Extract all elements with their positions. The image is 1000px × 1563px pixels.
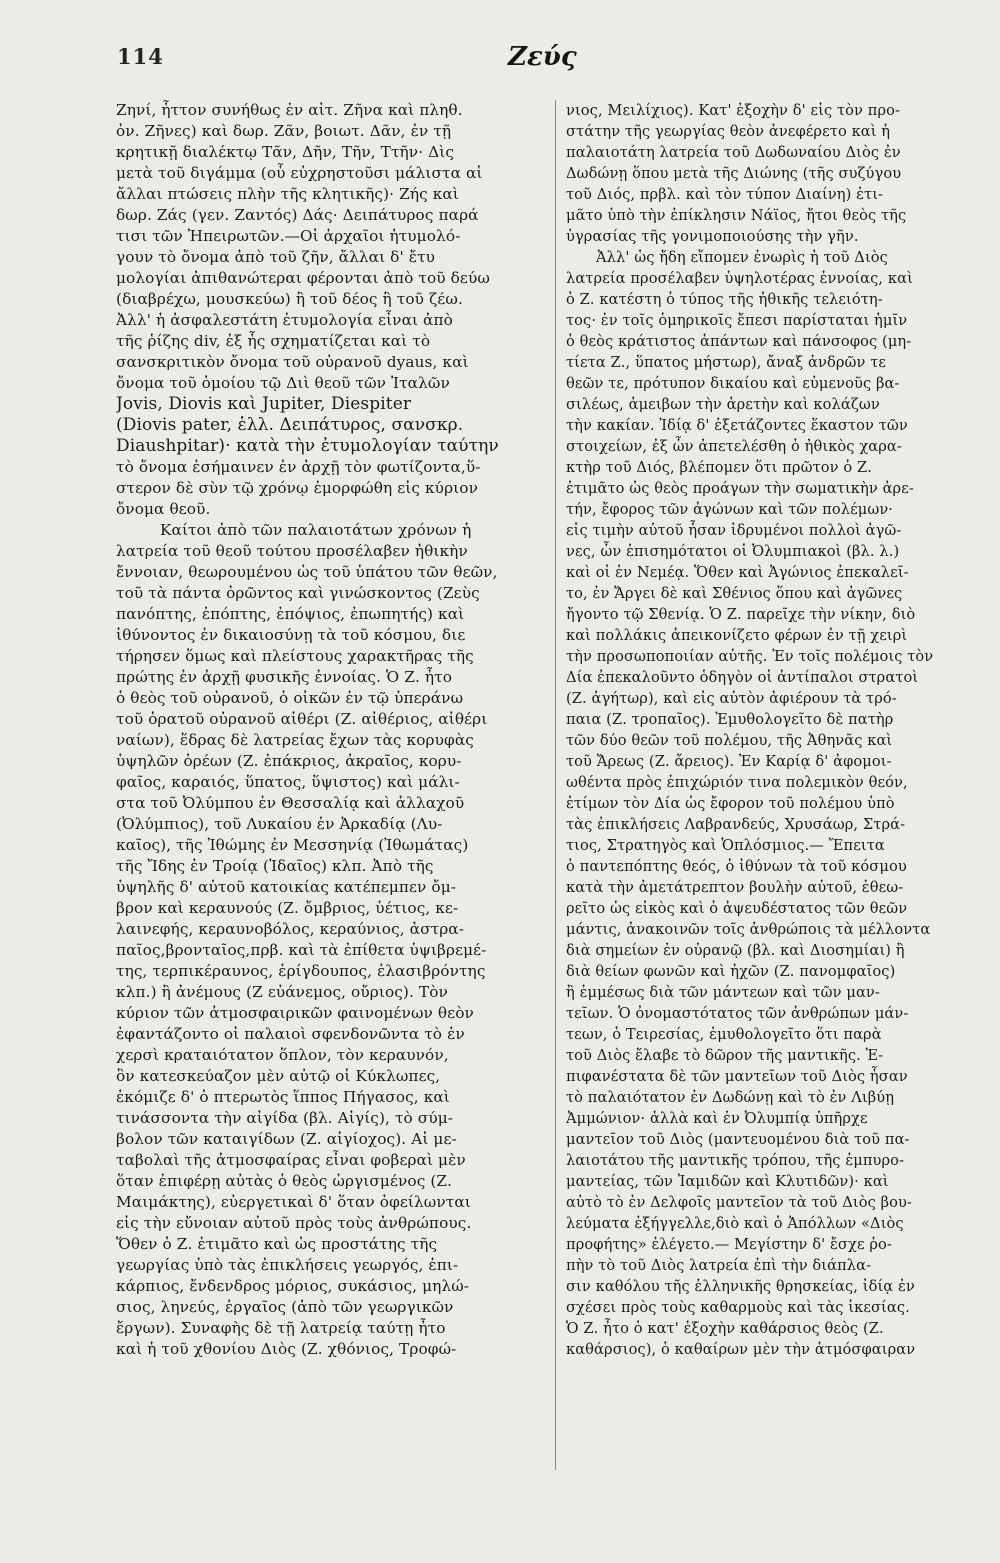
text-line: αὐτὸ τὸ ἐν Δελφοῖς μαντεῖον τὰ τοῦ Διὸς βου- xyxy=(566,1194,913,1211)
text-line: Καίτοι ἀπὸ τῶν παλαιοτάτων χρόνων ἡ xyxy=(160,521,472,539)
text-line: ρεῖτο ὡς εἰκὸς καὶ ὁ ἀψευδέστατος τῶν θεῶν xyxy=(566,900,908,917)
text-line: ταβολαὶ τῆς ἀτμοσφαίρας εἶναι φοβεραὶ μὲν xyxy=(116,1151,466,1169)
text-line: Jovis, Diovis καὶ Jupiter, Diespiter xyxy=(116,394,412,414)
text-line: κρητικῇ διαλέκτῳ Τᾶν, Δῆν, Τῆν, Ττῆν· Δὶς xyxy=(116,143,455,161)
text-line: καθάρσιος), ὁ καθαίρων μὲν τὴν ἀτμόσφαιραν xyxy=(566,1341,916,1358)
text-line: τὴν κακίαν. Ἰδίᾳ δ' ἐξετάζοντες ἕκαστον τῶν xyxy=(566,417,908,434)
text-line: ὄνομα τοῦ ὁμοίου τῷ Διὶ θεοῦ τῶν Ἰταλῶν xyxy=(116,374,450,392)
text-line: ὁ θεὸς τοῦ οὐρανοῦ, ὁ οἰκῶν ἐν τῷ ὑπεράνω xyxy=(116,689,464,707)
text-line: λατρεία προσέλαβεν ὑψηλοτέρας ἐννοίας, καὶ xyxy=(566,270,913,287)
text-line: λατρεία τοῦ θεοῦ τούτου προσέλαβεν ἠθικὴν xyxy=(116,542,468,560)
text-line: τῶν δύο θεῶν τοῦ πολέμου, τῆς Ἀθηνᾶς καὶ xyxy=(566,732,893,749)
text-line: ἐτίμων τὸν Δία ὡς ἔφορον τοῦ πολέμου ὑπὸ xyxy=(566,795,895,812)
text-line: στοιχείων, ἐξ ὧν ἀπετελέσθη ὁ ἠθικὸς χαρα- xyxy=(566,438,902,455)
text-line: πιφανέστατα δὲ τῶν μαντεῖων τοῦ Διὸς ἦσαν xyxy=(566,1068,908,1085)
text-line: ὃν κατεσκεύαζον μὲν αὐτῷ οἱ Κύκλωπες, xyxy=(116,1067,441,1085)
text-line: τίετα Ζ., ὕπατος μήστωρ), ἄναξ ἀνδρῶν τε xyxy=(566,354,887,371)
text-line: ὑγρασίας τῆς γονιμοποιούσης τὴν γῆν. xyxy=(566,228,859,245)
text-line: πὴν τὸ τοῦ Διὸς λατρεία ἐπὶ τὴν διάπλα- xyxy=(566,1257,872,1274)
text-line: μολογίαι ἀπιθανώτεραι φέρονται ἀπὸ τοῦ δεύω xyxy=(116,269,490,287)
text-line: τεων, ὁ Τειρεσίας, ἐμυθολογεῖτο ὅτι παρὰ xyxy=(566,1026,882,1043)
text-line: τοῦ Διός, πρβλ. καὶ τὸν τύπον Διαίνη) ἐτι- xyxy=(566,186,884,203)
text-line: Ὁ Ζ. ἦτο ὁ κατ' ἐξοχὴν καθάρσιος θεὸς (Ζ. xyxy=(566,1320,884,1337)
text-line: ὁ θεὸς κράτιστος ἁπάντων καὶ πάνσοφος (μη- xyxy=(566,333,912,350)
text-line: προφήτης» ἐλέγετο.— Μεγίστην δ' ἔσχε ῥο- xyxy=(566,1236,892,1253)
text-line: το, ἐν Ἄργει δὲ καὶ Σθένιος ὅπου καὶ ἀγῶνες xyxy=(566,585,903,602)
text-line: σχέσει πρὸς τοὺς καθαρμοὺς καὶ τὰς ἱκεσίας. xyxy=(566,1299,910,1316)
text-line: ἐτιμᾶτο ὡς θεὸς προάγων τὴν σωματικὴν ἀρε- xyxy=(566,480,914,497)
text-line: νες, ὧν ἐπισημότατοι οἱ Ὀλυμπιακοὶ (βλ. λ.) xyxy=(566,543,900,560)
text-line: τινάσσοντα τὴν αἰγίδα (βλ. Αἰγίς), τὸ σύμ- xyxy=(116,1109,454,1127)
text-line: νιος, Μειλίχιος). Κατ' ἐξοχὴν δ' εἰς τὸν προ- xyxy=(566,102,901,119)
text-line: ὑψηλῆς δ' αὐτοῦ κατοικίας κατέπεμπεν ὄμ- xyxy=(116,878,457,896)
text-line: ἤγοντο τῷ Σθενίᾳ. Ὁ Ζ. παρεῖχε τὴν νίκην, διὸ xyxy=(566,606,916,623)
text-line: Ἀμμώνιον· ἀλλὰ καὶ ἐν Ὀλυμπίᾳ ὑπῆρχε xyxy=(566,1110,868,1127)
text-line: θεῶν τε, πρότυπον δικαίου καὶ εὐμενοῦς βα- xyxy=(566,375,900,392)
text-line: τὴν προσωποποιίαν αὐτῆς. Ἐν τοῖς πολέμοις τὸν xyxy=(566,648,934,665)
text-line: βολον τῶν καταιγίδων (Ζ. αἰγίοχος). Αἱ με- xyxy=(116,1130,457,1148)
running-head: Ζεύς xyxy=(508,42,577,72)
text-line: ὑψηλῶν ὀρέων (Ζ. ἐπάκριος, ἀκραῖος, κορυ- xyxy=(116,752,462,770)
text-line: παλαιοτάτη λατρεία τοῦ Δωδωναίου Διὸς ἐν xyxy=(566,144,901,161)
text-line: μαντείας, τῶν Ἰαμιδῶν καὶ Κλυτιδῶν)· καὶ xyxy=(566,1173,889,1190)
text-line: ἐκόμιζε δ' ὁ πτερωτὸς ἵππος Πήγασος, καὶ xyxy=(116,1088,450,1106)
text-line: πρώτης ἐν ἀρχῇ φυσικῆς ἐννοίας. Ὁ Ζ. ἦτο xyxy=(116,668,453,686)
text-line: ἔννοιαν, θεωρουμένου ὡς τοῦ ὑπάτου τῶν θεῶν, xyxy=(116,563,498,581)
text-line: τῆς ῥίζης div, ἐξ ἧς σχηματίζεται καὶ τὸ xyxy=(116,332,431,350)
text-line: Ἀλλ' ὡς ἤδη εἴπομεν ἐνωρὶς ἡ τοῦ Διὸς xyxy=(596,249,888,266)
text-line: σανσκριτικὸν ὄνομα τοῦ οὐρανοῦ dyaus, καὶ xyxy=(116,353,469,371)
text-line: τήρησεν ὅμως καὶ πλείστους χαρακτῆρας τῆς xyxy=(116,647,474,665)
left-column xyxy=(116,100,546,1360)
text-line: ὄνομα θεοῦ. xyxy=(116,500,211,518)
text-line: μαντεῖον τοῦ Διὸς (μαντευομένου διὰ τοῦ πα- xyxy=(566,1131,910,1148)
text-line: της, τερπικέραυνος, ἐρίγδουπος, ἐλασιβρόντης xyxy=(116,962,486,980)
right-column xyxy=(566,100,948,1360)
text-line: ὁ Ζ. κατέστη ὁ τύπος τῆς ἠθικῆς τελειότη- xyxy=(566,291,883,308)
text-line: ναίων), ἕδρας δὲ λατρείας ἔχων τὰς κορυφὰς xyxy=(116,731,474,749)
text-line: κατὰ τὴν ἀμετάτρεπτον βουλὴν αὐτοῦ, ἐθεω- xyxy=(566,879,904,896)
text-line: στα τοῦ Ὀλύμπου ἐν Θεσσαλίᾳ καὶ ἀλλαχοῦ xyxy=(116,794,465,812)
text-line: μᾶτο ὑπὸ τὴν ἐπίκλησιν Νάϊος, ἤτοι θεὸς τῆς xyxy=(566,207,907,224)
text-line: ἔργων). Συναφὴς δὲ τῇ λατρείᾳ ταύτῃ ἦτο xyxy=(116,1319,446,1337)
text-line: τῆς Ἴδης ἐν Τροίᾳ (Ἰδαῖος) κλπ. Ἀπὸ τῆς xyxy=(116,857,434,875)
text-line: σιν καθόλου τῆς ἑλληνικῆς θρησκείας, ἰδίᾳ ἐν xyxy=(566,1278,915,1295)
text-line: μετὰ τοῦ διγάμμα (οὗ εὐχρηστοῦσι μάλιστα αἱ xyxy=(116,164,483,182)
text-line: ἄλλαι πτώσεις πλὴν τῆς κλητικῆς)· Ζής καὶ xyxy=(116,185,459,203)
text-line: τος· ἐν τοῖς ὁμηρικοῖς ἔπεσι παρίσταται ἡμῖν xyxy=(566,312,908,329)
text-line: Μαιμάκτης), εὐεργετικαὶ δ' ὅταν ὀφείλωνται xyxy=(116,1193,471,1211)
text-line: εἰς τὴν εὔνοιαν αὐτοῦ πρὸς τοὺς ἀνθρώπους. xyxy=(116,1214,472,1232)
text-line: παια (Ζ. τροπαῖος). Ἐμυθολογεῖτο δὲ πατὴρ xyxy=(566,711,894,728)
text-line: Ζηνί, ἧττον συνήθως ἐν αἰτ. Ζῆνα καὶ πληθ. xyxy=(116,101,463,119)
text-line: διὰ θείων φωνῶν καὶ ἠχῶν (Ζ. πανομφαῖος) xyxy=(566,963,896,980)
text-line: ὁ παντεπόπτης θεός, ὁ ἰθύνων τὰ τοῦ κόσμου xyxy=(566,858,907,875)
text-line: ἰθύνοντος ἐν δικαιοσύνῃ τὰ τοῦ κόσμου, διε xyxy=(116,626,466,644)
text-line: εἰς τιμὴν αὐτοῦ ἦσαν ἱδρυμένοι πολλοὶ ἀγῶ- xyxy=(566,522,902,539)
text-line: βρον καὶ κεραυνούς (Ζ. ὄμβριος, ὑέτιος, κε- xyxy=(116,899,459,917)
text-line: τοῦ ὁρατοῦ οὐρανοῦ αἰθέρι (Ζ. αἰθέριος, αἰθέρι xyxy=(116,710,488,728)
text-line: ἐφαντάζοντο οἱ παλαιοὶ σφενδονῶντα τὸ ἐν xyxy=(116,1025,465,1043)
text-line: κλπ.) ἢ ἀνέμους (Ζ εὐάνεμος, οὔριος). Τὸν xyxy=(116,983,448,1001)
text-line: Δία ἐπεκαλοῦντο ὁδηγὸν οἱ ἀντίπαλοι στρατοὶ xyxy=(566,669,919,686)
text-line: φαῖος, καραιός, ὕπατος, ὕψιστος) καὶ μάλι- xyxy=(116,773,460,791)
text-line: κάρπιος, ἔνδενδρος μόριος, συκάσιος, μηλώ- xyxy=(116,1277,470,1295)
text-line: κτὴρ τοῦ Διός, βλέπομεν ὅτι πρῶτον ὁ Ζ. xyxy=(566,459,872,476)
text-line: τὸ ὄνομα ἐσήμαινεν ἐν ἀρχῇ τὸν φωτίζοντα,ὕ- xyxy=(116,458,481,476)
text-line: στάτην τῆς γεωργίας θεὸν ἀνεφέρετο καὶ ἡ xyxy=(566,123,891,140)
text-line: τοῦ Ἄρεως (Ζ. ἄρειος). Ἐν Καρίᾳ δ' ἀφομοι- xyxy=(566,753,892,770)
text-line: λαιοτάτου τῆς μαντικῆς τρόπου, τῆς ἐμπυρο- xyxy=(566,1152,905,1169)
text-line: σιος, ληνεύς, ἐργαῖος (ἀπὸ τῶν γεωργικῶν xyxy=(116,1298,454,1316)
text-line: Diaushpitar)· κατὰ τὴν ἐτυμολογίαν ταύτην xyxy=(116,436,499,456)
text-line: διὰ σημείων ἐν οὐρανῷ (βλ. καὶ Διοσημίαι) ἢ xyxy=(566,942,905,959)
text-line: (διαβρέχω, μουσκεύω) ἢ τοῦ δέος ἢ τοῦ ζέω. xyxy=(116,290,463,308)
text-line: τισι τῶν Ἠπειρωτῶν.—Οἱ ἀρχαῖοι ἠτυμολό- xyxy=(116,227,461,245)
text-line: (Ὀλύμπιος), τοῦ Λυκαίου ἐν Ἀρκαδίᾳ (Λυ- xyxy=(116,815,443,833)
text-line: δωρ. Ζάς (γεν. Ζαντός) Δάς· Δειπάτυρος παρά xyxy=(116,206,479,224)
text-line: (Ζ. ἀγήτωρ), καὶ εἰς αὐτὸν ἀφιέρουν τὰ τρό- xyxy=(566,690,897,707)
text-line: τιος, Στρατηγὸς καὶ Ὁπλόσμιος.— Ἔπειτα xyxy=(566,837,885,854)
text-line: παῖος,βρονταῖος,πρβ. καὶ τὰ ἐπίθετα ὑψιβρεμέ- xyxy=(116,941,487,959)
text-line: καὶ πολλάκις ἀπεικονίζετο φέρων ἐν τῇ χειρὶ xyxy=(566,627,908,644)
text-line: λεύματα ἐξήγγελλε,διὸ καὶ ὁ Ἀπόλλων «Διὸς xyxy=(566,1215,904,1232)
text-line: ὅταν ἐπιφέρῃ αὐτὰς ὁ θεὸς ὠργισμένος (Ζ. xyxy=(116,1172,453,1190)
text-line: χερσὶ κραταιότατον ὅπλον, τὸν κεραυνόν, xyxy=(116,1046,449,1064)
text-line: λαινεφής, κεραυνοβόλος, κεραύνιος, ἀστρα- xyxy=(116,920,465,938)
text-line: στερον δὲ σὺν τῷ χρόνῳ ἐμορφώθη εἰς κύριον xyxy=(116,479,478,497)
text-line: σιλέως, ἀμειβων τὴν ἀρετὴν καὶ κολάζων xyxy=(566,396,880,413)
text-line: γεωργίας ὑπὸ τὰς ἐπικλήσεις γεωργός, ἐπι- xyxy=(116,1256,459,1274)
text-line: καὶ ἡ τοῦ χθονίου Διὸς (Ζ. χθόνιος, Τροφώ- xyxy=(116,1340,457,1358)
text-line: καῖος), τῆς Ἰθώμης ἐν Μεσσηνίᾳ (Ἰθωμάτας) xyxy=(116,836,469,854)
text-line: γουν τὸ ὄνομα ἀπὸ τοῦ ζῆν, ἄλλαι δ' ἔτυ xyxy=(116,248,436,266)
text-line: ωθέντα πρὸς ἐπιχώριόν τινα πολεμικὸν θεόν, xyxy=(566,774,908,791)
text-line: κύριον τῶν ἀτμοσφαιρικῶν φαινομένων θεὸν xyxy=(116,1004,474,1022)
column-divider xyxy=(555,100,556,1470)
text-line: τοῦ τὰ πάντα ὁρῶντος καὶ γινώσκοντος (Ζεὺς xyxy=(116,584,480,602)
text-line: Ἀλλ' ἡ ἀσφαλεστάτη ἐτυμολογία εἶναι ἀπὸ xyxy=(116,311,453,329)
text-line: ὀν. Ζῆνες) καὶ δωρ. Ζᾶν, βοιωτ. Δᾶν, ἐν τῇ xyxy=(116,122,452,140)
text-line: τὰς ἐπικλήσεις Λαβρανδεύς, Χρυσάωρ, Στρά- xyxy=(566,816,906,833)
text-line: Ὅθεν ὁ Ζ. ἐτιμᾶτο καὶ ὡς προστάτης τῆς xyxy=(116,1235,438,1253)
text-line: τεῖων. Ὁ ὀνομαστότατος τῶν ἀνθρώπων μάν- xyxy=(566,1005,909,1022)
page-number: 114 xyxy=(117,44,164,69)
text-line: Δωδώνῃ ὅπου μετὰ τῆς Διώνης (τῆς συζύγου xyxy=(566,165,902,182)
text-line: τὸ παλαιότατον ἐν Δωδώνῃ καὶ τὸ ἐν Λιβύῃ xyxy=(566,1089,895,1106)
text-line: τοῦ Διὸς ἔλαβε τὸ δῶρον τῆς μαντικῆς. Ἐ- xyxy=(566,1047,884,1064)
text-line: τήν, ἔφορος τῶν ἀγώνων καὶ τῶν πολέμων· xyxy=(566,501,894,518)
text-line: καὶ οἱ ἐν Νεμέᾳ. Ὅθεν καὶ Ἀγώνιος ἐπεκαλεῖ- xyxy=(566,564,909,581)
text-line: πανόπτης, ἐπόπτης, ἐπόψιος, ἐπωπητής) καὶ xyxy=(116,605,465,623)
text-line: μάντις, ἀνακοινῶν τοῖς ἀνθρώποις τὰ μέλλοντα xyxy=(566,921,931,938)
text-line: ἢ ἐμμέσως διὰ τῶν μάντεων καὶ τῶν μαν- xyxy=(566,984,880,1001)
text-line: (Diovis pater, ἑλλ. Δειπάτυρος, σανσκρ. xyxy=(116,415,464,435)
